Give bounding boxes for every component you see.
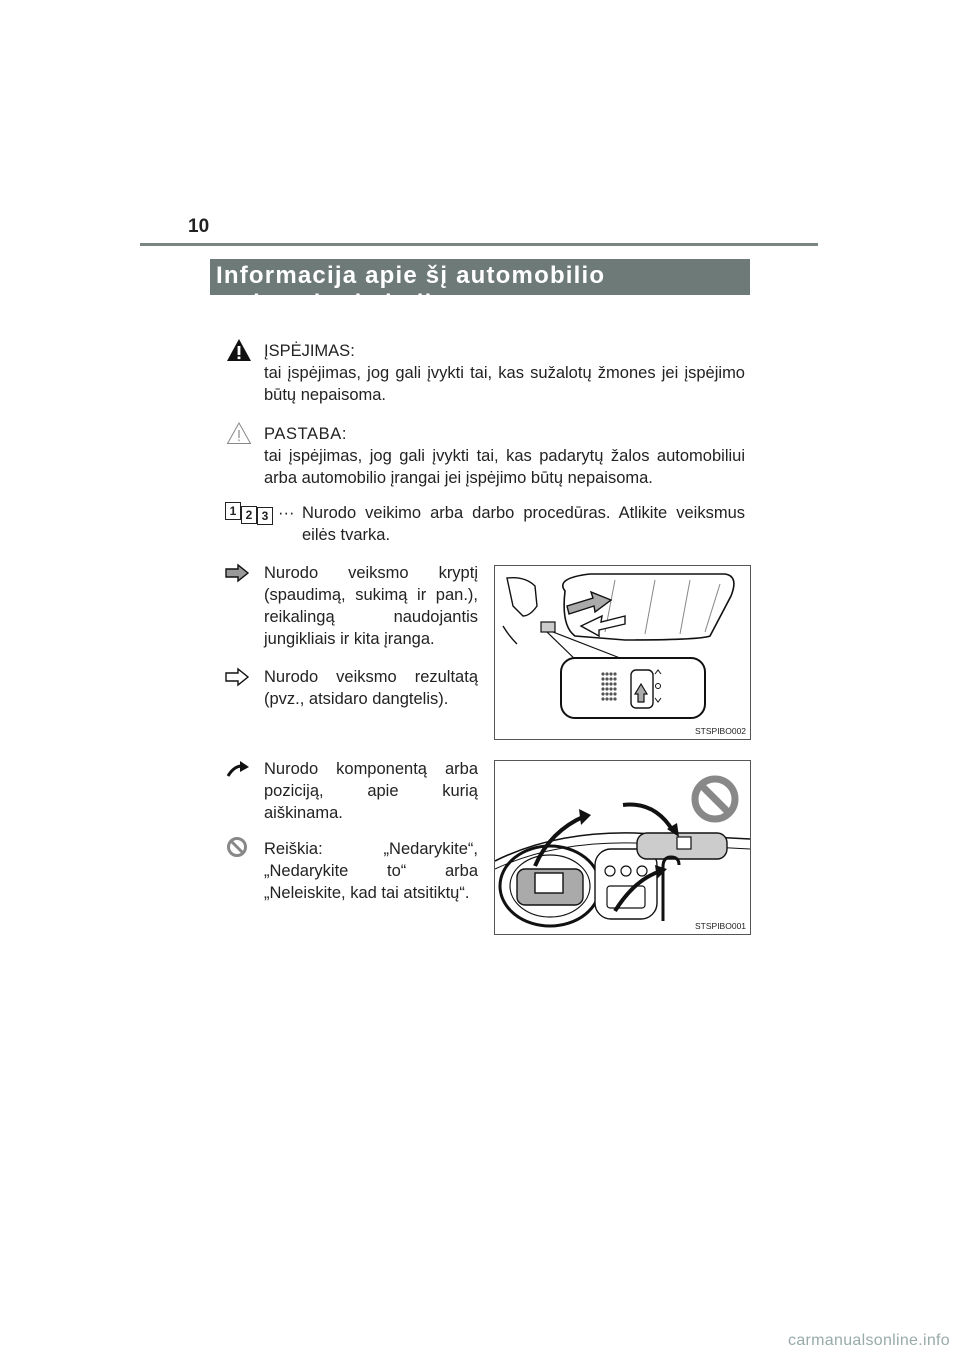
- dashboard-illustration: [495, 761, 750, 934]
- section-title-line2: vadovą ir simbolius: [216, 290, 463, 317]
- result-arrow-line2: (pvz., atsidaro dangtelis).: [264, 690, 449, 708]
- component-line2: poziciją, apie kurią: [264, 782, 478, 800]
- step-numbers-icon: [225, 502, 277, 526]
- step-number-1: 1: [225, 502, 241, 520]
- result-arrow-icon: [225, 668, 249, 691]
- action-arrow-line1: Nurodo veiksmo kryptį: [264, 564, 478, 582]
- notice-icon: [226, 421, 252, 450]
- warning-line2: būtų nepaisoma.: [264, 386, 387, 404]
- notice-heading: PASTABA:: [264, 425, 348, 443]
- prohibited-line3: „Neleiskite, kad tai atsitiktų“.: [264, 884, 470, 902]
- page-number: 10: [188, 216, 210, 237]
- action-arrow-line2: (spaudimą, sukimą ir pan.),: [264, 586, 478, 604]
- component-arrow-icon: [226, 760, 250, 783]
- figure-1-code: STSPIBO002: [695, 726, 747, 736]
- notice-line2: arba automobilio įrangai jei įspėjimo būtų nepaisoma.: [264, 469, 653, 487]
- figure-2-code: STSPIBO001: [695, 921, 747, 931]
- header-rule: [140, 243, 818, 246]
- step-number-2: 2: [241, 506, 257, 524]
- steps-line1: Nurodo veikimo arba darbo procedūras. Atlikite veiksmus: [302, 504, 745, 522]
- figure-switch-illustration: [494, 565, 751, 740]
- component-line3: aiškinama.: [264, 804, 343, 822]
- warning-heading: ĮSPĖJIMAS:: [264, 342, 355, 360]
- prohibited-icon: [226, 836, 248, 863]
- switch-illustration: [495, 566, 750, 739]
- warning-line1: tai įspėjimas, jog gali įvykti tai, kas sužalotų žmones jei įspėjimo: [264, 364, 745, 382]
- notice-line1: tai įspėjimas, jog gali įvykti tai, kas padarytų žalos automobiliui: [264, 447, 745, 465]
- component-line1: Nurodo komponentą arba: [264, 760, 478, 778]
- action-arrow-icon: [225, 564, 249, 587]
- section-title-bar: [210, 259, 750, 317]
- footer-watermark: carmanualsonline.info: [788, 1332, 950, 1349]
- warning-icon: [226, 338, 252, 367]
- figure-dashboard-illustration: [494, 760, 751, 935]
- result-arrow-line1: Nurodo veiksmo rezultatą: [264, 668, 478, 686]
- steps-ellipsis: ···: [278, 504, 295, 522]
- action-arrow-line3: reikalingą naudojantis: [264, 608, 478, 626]
- prohibited-line1: Reiškia: „Nedarykite“,: [264, 840, 478, 858]
- section-title-line1: Informacija apie šį automobilio: [216, 262, 606, 289]
- prohibited-line2: „Nedarykite to“ arba: [264, 862, 478, 880]
- action-arrow-line4: jungikliais ir kita įranga.: [264, 630, 435, 648]
- steps-line2: eilės tvarka.: [302, 526, 391, 544]
- step-number-3: 3: [257, 507, 273, 525]
